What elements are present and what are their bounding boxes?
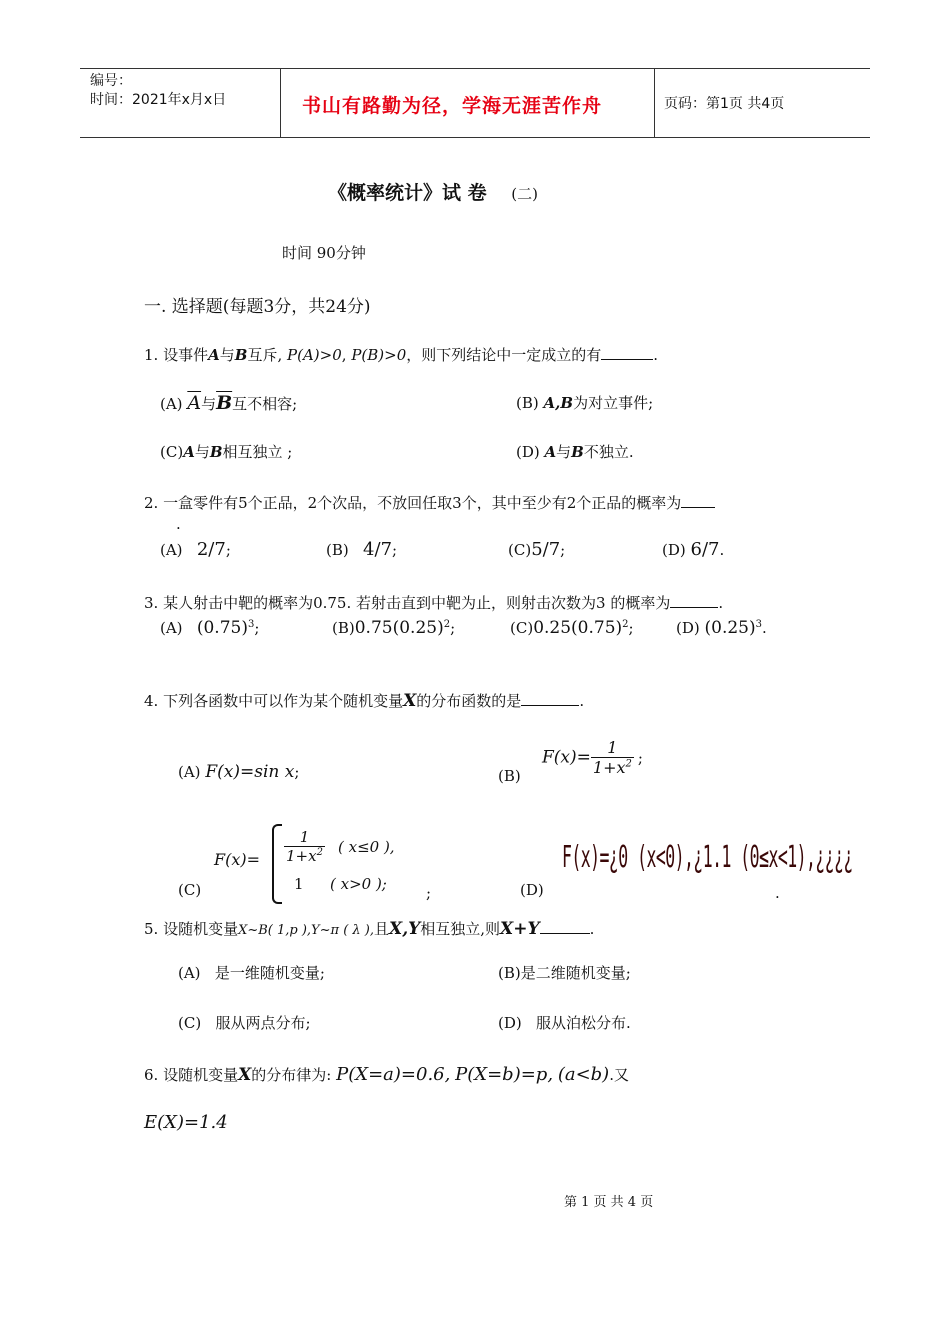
option-expr: F(x)=sin x [205,762,295,782]
option-text: 相互独立 ; [222,443,293,461]
exam-title-suffix: (二) [511,185,538,203]
option-label: (C) [178,1014,202,1032]
q1-option-d [516,441,634,462]
q3-end: . [718,594,724,612]
q2-tail: . [176,515,181,533]
q2-option-d [662,539,724,560]
option-label: (B) [498,964,521,982]
q4-option-b [542,738,643,777]
q4-option-d-expr: F(x)=¿0 (x<0),¿1.1 (0≤x<1),¿¿¿¿ [562,840,853,875]
header-motto: 书山有路勤为径，学海无涯苦作舟 [302,95,603,117]
q1-event-b: B [234,346,248,364]
option-text: 互不相容; [232,395,298,413]
answer-blank [670,593,718,608]
header-divider [654,69,655,137]
q5-stem: 5. 设随机变量 [144,920,239,938]
option-value: (0.75) [196,618,248,638]
option-exponent: 3 [247,619,255,630]
option-label: (A) [160,541,183,559]
option-sep: ; [225,541,231,559]
option-sep: ; [254,619,260,637]
option-math: B [209,443,223,461]
q1-pb: P(B)>0 [351,346,407,364]
option-math: B [571,443,584,461]
option-value: 4/7 [363,539,393,560]
fraction-denominator: 1+x [592,758,626,777]
option-math: A [183,443,195,461]
option-label: (D) [498,1014,522,1032]
option-with: 与 [194,443,210,461]
left-brace [272,824,282,904]
section-heading: 一. 选择题(每题3分，共24分) [144,297,371,317]
q3-option-d [676,618,767,638]
option-math: $\overline{A}$ [187,392,202,414]
q1-end: . [653,346,659,364]
q5-option-b [498,962,631,983]
option-label: (B) [326,541,349,559]
option-text: 服从泊松分布. [536,1014,631,1032]
q6-var-x: X [238,1065,252,1085]
question-4 [144,690,584,711]
q4-option-c-cond1: ( x≤0 ), [338,838,395,856]
q4-option-d-label: (D) [520,881,544,899]
option-math: A,B [543,394,574,412]
answer-blank [601,345,653,360]
question-6 [144,1064,629,1085]
q1-option-c [160,441,292,462]
option-sep: ; [294,763,300,781]
answer-blank [540,919,590,934]
option-label: (C) [510,619,534,637]
answer-blank [681,493,715,508]
option-sep: ; [392,541,398,559]
exam-title-text: 《概率统计》试 卷 [328,182,487,204]
q6-expectation: E(X)=1.4 [144,1112,228,1133]
q1-stem-tail: ，则下列结论中一定成立的有 [406,346,602,364]
q5-stem-mid: 且 [374,920,390,938]
q1-option-a [160,392,297,414]
page-footer: 第 1 页 共 4 页 [564,1195,654,1210]
question-5 [144,918,594,939]
q4-stem-tail: 的分布函数的是 [416,692,522,710]
q6-prob-b: P(X=b)=p, [455,1064,554,1085]
option-label: (C) [160,443,184,461]
option-label: (D) [662,541,686,559]
q1-comma: , [341,346,347,364]
q4-var-x: X [403,691,417,711]
answer-blank [521,691,579,706]
q5-stem-tail: 相互独立,则 [420,920,501,938]
q1-stem-mid: 互斥, [247,346,283,364]
option-sep: ; [628,619,634,637]
q1-pa: P(A)>0 [287,346,342,364]
option-value: 5/7 [531,539,561,560]
q2-option-a [160,539,231,560]
header-divider [280,69,281,137]
q2-option-b [326,539,397,560]
q1-stem: 1. 设事件 [144,346,209,364]
option-label: (C) [508,541,532,559]
option-value: 2/7 [196,539,226,560]
option-label: (B) [516,394,539,412]
q2-option-c [508,539,565,560]
q3-option-b [332,618,455,638]
q1-with: 与 [219,346,235,364]
option-lhs: F(x)= [542,747,591,768]
option-sep: ; [637,748,643,767]
option-value: 0.25(0.75) [533,618,623,638]
header-table [80,68,870,138]
q5-option-a [178,962,325,983]
question-1 [144,344,658,365]
q4-option-c-val2: 1 [294,875,304,893]
option-math: $\overline{B}$ [216,392,233,414]
q4-option-a [178,762,299,782]
q5-end: . [589,920,595,938]
option-value: 0.75(0.25) [354,618,444,638]
q1-option-b [516,392,653,413]
q4-option-c-fraction [284,828,325,865]
denominator-exponent: 2 [316,847,323,858]
q6-stem-mid: 的分布律为: [251,1066,332,1084]
q4-option-c-label: (C) [178,881,202,899]
q5-option-d [498,1012,631,1033]
header-page-info: 页码：第1页 共4页 [664,96,785,112]
q1-event-a: A [208,346,220,364]
fraction-numerator: 1 [591,738,634,758]
q4-option-b-label: (B) [498,767,521,785]
date-label: 时间：2021年x月x日 [90,92,227,108]
option-sep: . [762,619,767,637]
q6-stem: 6. 设随机变量 [144,1066,239,1084]
q6-condition: (a<b) [557,1064,610,1085]
q6-stem-tail: .又 [609,1066,629,1084]
option-label: (B) [332,619,355,637]
header-left-cell [90,72,226,110]
option-exponent: 2 [443,619,451,630]
q5-option-c [178,1012,311,1033]
fraction-numerator: 1 [284,828,325,847]
fraction [591,738,634,777]
q3-option-a [160,618,259,638]
option-label: (D) [516,443,540,461]
exam-title [328,178,538,205]
q5-distribution: X~B( 1,p ),Y~π ( λ ), [238,923,374,938]
option-text: 服从两点分布; [215,1014,311,1032]
exam-time: 时间 90分钟 [282,244,366,262]
option-with: 与 [201,395,217,413]
q4-option-c-cond2: ( x>0 ); [330,875,387,893]
option-text: 是二维随机变量; [520,964,631,982]
q3-option-c [510,618,634,638]
option-sep: . [719,541,725,559]
question-2 [144,492,715,513]
number-label: 编号： [90,73,132,89]
option-label: (A) [160,395,183,413]
q2-stem: 2. 一盒零件有5个正品，2个次品，不放回任取3个，其中至少有2个正品的概率为 [144,494,682,512]
option-sep: ; [450,619,456,637]
option-text: 是一维随机变量; [214,964,325,982]
option-sep: ; [560,541,566,559]
option-label: (D) [676,619,700,637]
q4-option-c-sep: ; [426,884,432,902]
q4-stem: 4. 下列各函数中可以作为某个随机变量 [144,692,404,710]
option-text: 为对立事件; [573,394,654,412]
option-math: A [544,443,557,461]
q5-vars: X,Y [389,919,421,939]
option-label: (A) [160,619,183,637]
question-3 [144,592,723,613]
q4-option-c-lhs: F(x)= [214,850,261,869]
q4-option-d-sep: . [775,884,780,902]
q5-sum: X+Y [500,919,540,939]
option-label: (A) [178,964,201,982]
option-with: 与 [556,443,572,461]
option-text: 不独立. [583,443,634,461]
option-value: (0.25) [704,618,756,638]
option-exponent: 3 [755,619,763,630]
option-label: (A) [178,763,201,781]
q4-end: . [579,692,585,710]
q3-stem: 3. 某人射击中靶的概率为0.75. 若射击直到中靶为止，则射击次数为3 的概率为 [144,594,671,612]
option-exponent: 2 [622,619,629,630]
fraction-denominator: 1+x [286,847,317,865]
denominator-exponent: 2 [625,758,632,770]
option-value: 6/7 [690,539,720,560]
q6-prob-a: P(X=a)=0.6, [336,1064,451,1085]
